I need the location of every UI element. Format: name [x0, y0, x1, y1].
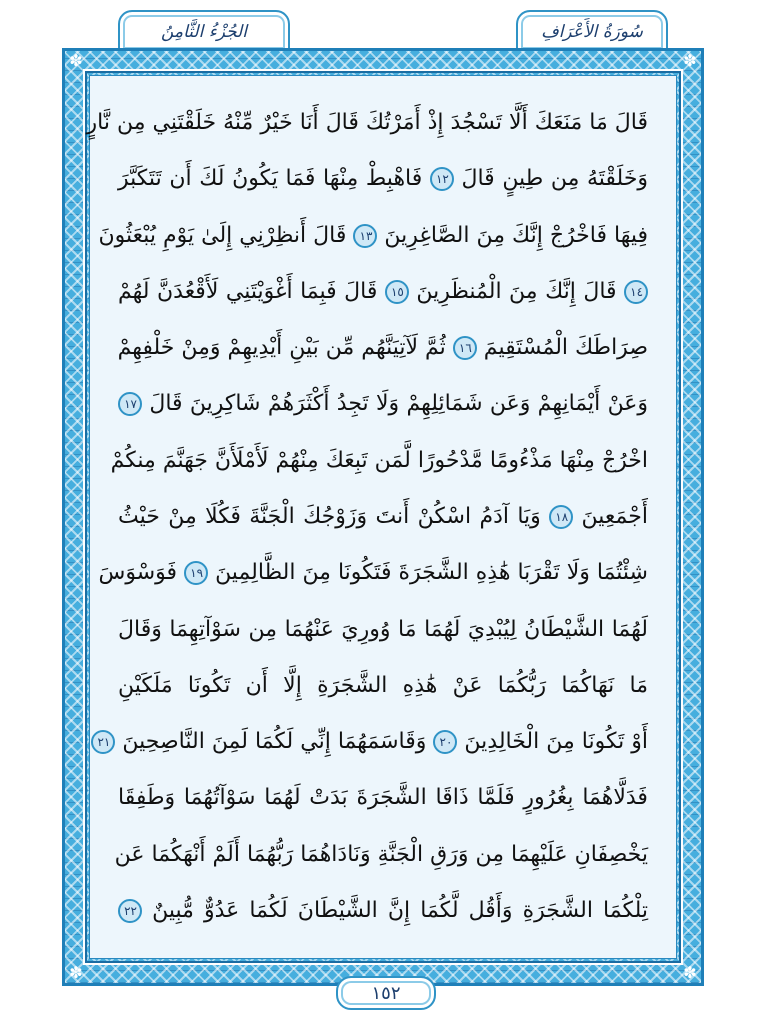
ayah-number-marker: ١٤ [624, 280, 648, 304]
verse-line: تِلْكُمَا الشَّجَرَةِ وَأَقُل لَّكُمَا إِنَّ الشَّيْطَانَ لَكُمَا عَدُوٌّ مُّبِينٌ ٢٢ [118, 894, 648, 928]
corner-ornament-icon: ✽ [69, 963, 83, 982]
verse-line: لَهُمَا الشَّيْطَانُ لِيُبْدِيَ لَهُمَا مَا وُورِيَ عَنْهُمَا مِن سَوْآتِهِمَا وَقَالَ [118, 616, 648, 642]
ayah-number-marker: ٢٠ [433, 730, 457, 754]
verse-line: فِيهَا فَاخْرُجْ إِنَّكَ مِنَ الصَّاغِرِينَ ١٣ قَالَ أَنظِرْنِي إِلَىٰ يَوْمِ يُبْعَثُونَ [98, 222, 648, 248]
ornamental-frame [62, 48, 704, 986]
verse-line: يَخْصِفَانِ عَلَيْهِمَا مِن وَرَقِ الْجَنَّةِ وَنَادَاهُمَا رَبُّهُمَا أَلَمْ أَنْهَكُمَا عَن [114, 841, 648, 867]
ayah-number-marker: ١٣ [353, 224, 377, 248]
verse-line: اخْرُجْ مِنْهَا مَذْءُومًا مَّدْحُورًا لَّمَن تَبِعَكَ مِنْهُمْ لَأَمْلَأَنَّ جَهَنَّمَ مِنكُمْ [110, 447, 648, 473]
surah-title: سُورَةُ الأَعْرَافِ [541, 22, 643, 42]
ayah-number-marker: ١٧ [118, 392, 142, 416]
juz-title: الجُزْءُ الثَّامِنُ [161, 22, 247, 42]
verse-line: صِرَاطَكَ الْمُسْتَقِيمَ ١٦ ثُمَّ لَآتِيَنَّهُم مِّن بَيْنِ أَيْدِيهِمْ وَمِنْ خَلْفِهِمْ [117, 335, 648, 361]
corner-ornament-icon: ✽ [69, 51, 83, 70]
verse-line: أَجْمَعِينَ ١٨ وَيَا آدَمُ اسْكُنْ أَنتَ وَزَوْجُكَ الْجَنَّةَ فَكُلَا مِنْ حَيْثُ [118, 503, 648, 529]
page-number: ١٥٢ [336, 976, 436, 1010]
verse-lines [86, 106, 649, 928]
verse-line: شِئْتُمَا وَلَا تَقْرَبَا هَٰذِهِ الشَّجَرَةَ فَتَكُونَا مِنَ الظَّالِمِينَ ١٩ فَوَسْوَسَ [98, 560, 648, 586]
ayah-number-marker: ١٩ [184, 561, 208, 585]
ayah-number-marker: ١٦ [453, 336, 477, 360]
verse-line: فَدَلَّاهُمَا بِغُرُورٍ فَلَمَّا ذَاقَا الشَّجَرَةَ بَدَتْ لَهُمَا سَوْآتُهُمَا وَطَفِقَا [118, 785, 648, 811]
verse-line: أَوْ تَكُونَا مِنَ الْخَالِدِينَ ٢٠ وَقَاسَمَهُمَا إِنِّي لَكُمَا لَمِنَ النَّاصِحِينَ ٢١ [118, 725, 648, 759]
verse-line: وَعَنْ أَيْمَانِهِمْ وَعَن شَمَائِلِهِمْ وَلَا تَجِدُ أَكْثَرَهُمْ شَاكِرِينَ قَالَ ١٧ [118, 387, 648, 421]
verse-line: وَخَلَقْتَهُ مِن طِينٍ قَالَ ١٢ فَاهْبِطْ مِنْهَا فَمَا يَكُونُ لَكَ أَن تَتَكَبَّرَ [118, 166, 649, 192]
verse-line: ١٤ قَالَ إِنَّكَ مِنَ الْمُنظَرِينَ ١٥ قَالَ فَبِمَا أَغْوَيْتَنِي لَأَقْعُدَنَّ لَهُمْ [118, 275, 648, 309]
ayah-number-marker: ٢٢ [118, 899, 142, 923]
ayah-number-marker: ٢١ [91, 730, 115, 754]
corner-ornament-icon: ✽ [683, 51, 697, 70]
ayah-number-marker: ١٥ [385, 280, 409, 304]
verse-line: مَا نَهَاكُمَا رَبُّكُمَا عَنْ هَٰذِهِ الشَّجَرَةِ إِلَّا أَن تَكُونَا مَلَكَيْنِ [118, 672, 648, 698]
ayah-number-marker: ١٨ [549, 505, 573, 529]
corner-ornament-icon: ✽ [683, 963, 697, 982]
text-panel [86, 75, 677, 959]
verse-line: قَالَ مَا مَنَعَكَ أَلَّا تَسْجُدَ إِذْ أَمَرْتُكَ قَالَ أَنَا خَيْرٌ مِّنْهُ خَلَقْتَنِي مِن نَّارٍ [86, 110, 648, 135]
ayah-number-marker: ١٢ [430, 167, 454, 191]
